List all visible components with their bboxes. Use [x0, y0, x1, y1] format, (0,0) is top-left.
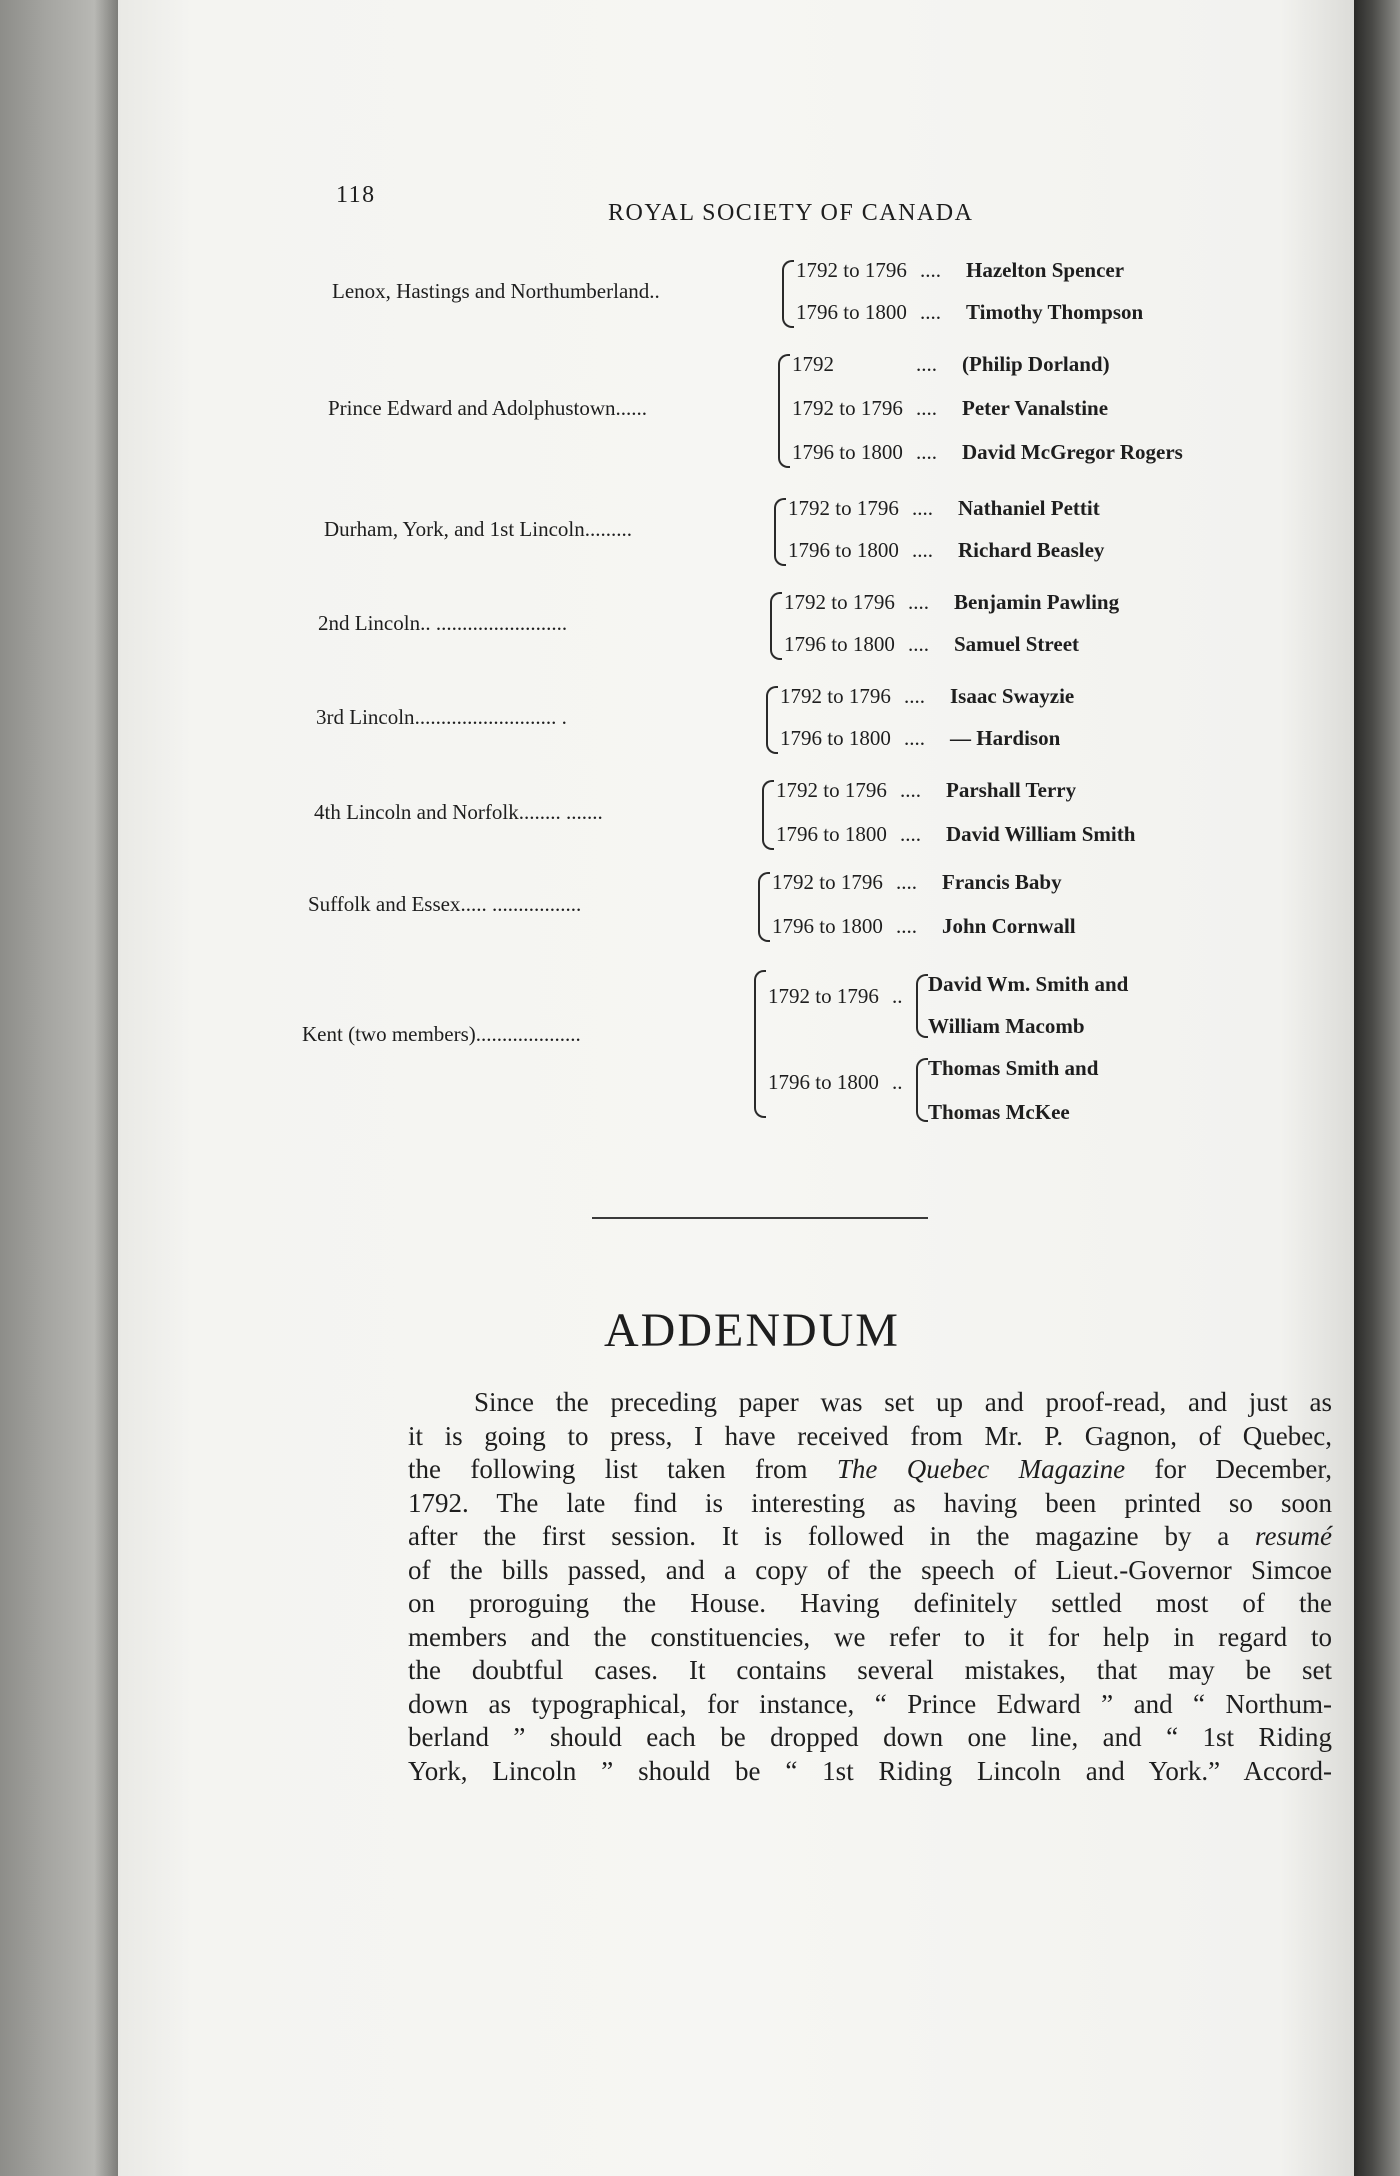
- member-name: — Hardison: [950, 726, 1061, 750]
- member-name: Francis Baby: [942, 870, 1062, 894]
- constituency-name: [318, 611, 567, 636]
- paragraph-line: Since the preceding paper was set up and proof-read, and just as: [474, 1387, 1332, 1417]
- bracket: [770, 592, 782, 660]
- member-term: 1796 to 1800: [788, 538, 899, 562]
- page-number: 118: [336, 182, 376, 208]
- term-leader: ....: [908, 632, 929, 656]
- member-name: John Cornwall: [942, 914, 1076, 938]
- constituency-name: [314, 800, 603, 825]
- term-leader: ....: [912, 496, 933, 520]
- dot-leader: .. .........................: [420, 611, 568, 635]
- member-term: 1796 to 1800: [792, 440, 903, 464]
- bracket: [774, 498, 786, 566]
- member-term: 1796 to 1800: [772, 914, 883, 938]
- term-leader: ....: [920, 300, 941, 324]
- member-name: Timothy Thompson: [966, 300, 1144, 324]
- dot-leader: ........ .......: [518, 800, 603, 824]
- member-term: 1796 to 1800: [780, 726, 891, 750]
- dot-leader: ..: [649, 279, 660, 303]
- italic-text: resumé: [1255, 1521, 1332, 1551]
- term-leader: ....: [912, 538, 933, 562]
- member-term: 1792 to 1796: [784, 590, 895, 614]
- paragraph-line: berland ” should each be dropped down one line, and “ 1st Riding: [408, 1722, 1332, 1752]
- term-leader: ....: [916, 352, 937, 376]
- paragraph-line: 1792. The late find is interesting as having been printed so soon: [408, 1487, 1332, 1518]
- member-name: David William Smith: [946, 822, 1136, 846]
- constituency-label: Durham, York, and 1st Lincoln: [324, 517, 585, 541]
- dot-leader: ......: [615, 396, 648, 420]
- member-name: (Philip Dorland): [962, 352, 1110, 376]
- constituency-label: 4th Lincoln and Norfolk: [314, 800, 519, 824]
- constituency-name: [324, 517, 632, 542]
- bracket: [762, 780, 774, 850]
- bracket: [766, 686, 778, 754]
- member-name: Hazelton Spencer: [966, 258, 1125, 282]
- member-term: 1796 to 1800: [784, 632, 895, 656]
- member-name: Samuel Street: [954, 632, 1080, 656]
- addendum-title: ADDENDUM: [604, 1304, 900, 1357]
- member-term: 1796 to 1800: [796, 300, 907, 324]
- bracket: [758, 872, 770, 942]
- member-term: 1796 to 1800: [776, 822, 887, 846]
- constituency-label: Prince Edward and Adolphustown: [328, 396, 616, 420]
- section-divider: [592, 1217, 928, 1219]
- term-leader: ....: [916, 440, 937, 464]
- member-name: Richard Beasley: [958, 538, 1105, 562]
- member-name: Parshall Terry: [946, 778, 1077, 802]
- addendum-paragraph: [408, 1386, 1332, 1788]
- term-leader: ....: [920, 258, 941, 282]
- member-term: 1792 to 1796: [792, 396, 903, 420]
- paragraph-line: members and the constituencies, we refer to it for help in regard to: [408, 1621, 1332, 1652]
- member-term: 1792 to 1796: [780, 684, 891, 708]
- member-name: Nathaniel Pettit: [958, 496, 1100, 520]
- term-leader: ....: [908, 590, 929, 614]
- member-term: 1792: [792, 352, 834, 376]
- constituency-name: [328, 396, 647, 421]
- constituency-label: Lenox, Hastings and Northumberland: [332, 279, 650, 303]
- constituency-label: 3rd Lincoln: [316, 705, 415, 729]
- dot-leader: ..... .................: [460, 892, 582, 916]
- term-leader: ..: [892, 984, 903, 1008]
- paragraph-line: it is going to press, I have received from Mr. P. Gagnon, of Quebec,: [408, 1420, 1332, 1451]
- bracket: [916, 974, 928, 1038]
- member-term: 1796 to 1800: [768, 1070, 879, 1094]
- bracket: [778, 354, 790, 468]
- bracket: [916, 1058, 928, 1122]
- member-term: 1792 to 1796: [772, 870, 883, 894]
- term-leader: ....: [900, 822, 921, 846]
- dot-leader: ........................... .: [414, 705, 567, 729]
- constituency-label: Suffolk and Essex: [308, 892, 461, 916]
- constituency-name: [302, 1022, 581, 1047]
- member-name: William Macomb: [928, 1014, 1085, 1038]
- term-leader: ....: [896, 870, 917, 894]
- constituency-name: [332, 279, 660, 304]
- member-name: Thomas McKee: [928, 1100, 1070, 1124]
- member-term: 1792 to 1796: [776, 778, 887, 802]
- term-leader: ....: [896, 914, 917, 938]
- term-leader: ..: [892, 1070, 903, 1094]
- paragraph-line: down as typographical, for instance, “ Prince Edward ” and “ Northum-: [408, 1688, 1332, 1719]
- italic-text: The Quebec Magazine: [836, 1454, 1126, 1484]
- paragraph-line: on proroguing the House. Having definitely settled most of the: [408, 1588, 1332, 1618]
- paragraph-line: after the first session. It is followed in the magazine by a resumé: [408, 1521, 1332, 1551]
- bracket: [754, 970, 766, 1118]
- term-leader: ....: [904, 684, 925, 708]
- term-leader: ....: [900, 778, 921, 802]
- bracket: [782, 260, 794, 328]
- paragraph-line: the doubtful cases. It contains several mistakes, that may be set: [408, 1655, 1332, 1685]
- member-name: Isaac Swayzie: [950, 684, 1075, 708]
- member-name: Benjamin Pawling: [954, 590, 1120, 614]
- member-name: Thomas Smith and: [928, 1056, 1099, 1080]
- constituency-label: 2nd Lincoln: [318, 611, 421, 635]
- dot-leader: ....................: [475, 1022, 581, 1046]
- constituency-name: [316, 705, 567, 730]
- member-term: 1792 to 1796: [788, 496, 899, 520]
- dot-leader: .........: [584, 517, 632, 541]
- member-term: 1792 to 1796: [796, 258, 907, 282]
- paragraph-line: the following list taken from The Quebec Magazine for December,: [408, 1454, 1333, 1484]
- book-page: [118, 0, 1354, 2176]
- scan-left-edge: [0, 0, 118, 2176]
- member-name: David McGregor Rogers: [962, 440, 1183, 464]
- running-head: ROYAL SOCIETY OF CANADA: [608, 200, 974, 226]
- scan-right-edge: [1354, 0, 1400, 2176]
- paragraph-line: York, Lincoln ” should be “ 1st Riding Lincoln and York.” Accord-: [408, 1755, 1332, 1786]
- term-leader: ....: [904, 726, 925, 750]
- paragraph-line: of the bills passed, and a copy of the speech of Lieut.-Governor Simcoe: [408, 1554, 1332, 1585]
- member-term: 1792 to 1796: [768, 984, 879, 1008]
- member-name: Peter Vanalstine: [962, 396, 1109, 420]
- term-leader: ....: [916, 396, 937, 420]
- member-name: David Wm. Smith and: [928, 972, 1129, 996]
- constituency-name: [308, 892, 581, 917]
- constituency-label: Kent (two members): [302, 1022, 476, 1046]
